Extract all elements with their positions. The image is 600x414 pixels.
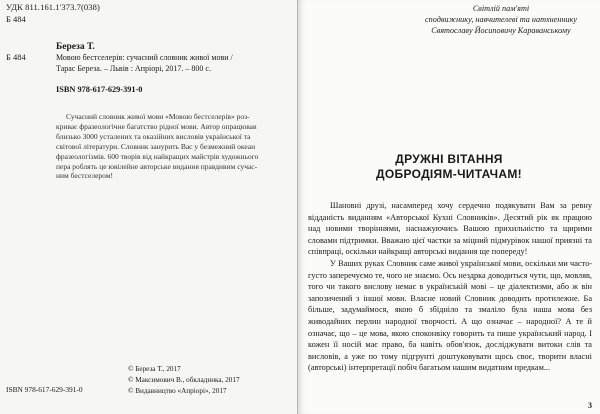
foreword-heading [298,152,600,182]
copyright-line: © Береза Т., 2017 [128,365,181,373]
biblio-line: Мовою бестселерів: сучасний словник живої мови / [56,53,233,62]
abstract-line: фразеологізмів. 600 творів від найкращих майстрів художнього [56,151,259,161]
dedication-line: Світлій пам'яті [472,4,530,13]
abstract-line: близько 3000 усталених та оказійних висловів української та [56,131,251,141]
dedication [416,4,586,36]
foreword-body [308,200,592,374]
abstract-line: криває фразеологічне багатство рідної мови. Автор опрацював [56,121,257,131]
book-abstract [56,112,294,181]
abstract-line: ним бестселером! [56,171,114,181]
foreword-paragraph: У Ваших руках Словник саме живої української мови, оскільки ми часто-густо заперечуємо те, чого не знаємо. Ось нездрка доводиться чути, що, мовляв, того чи такого вислову немає в українській мові – це діалектизми, або ж він запозичений з іншої мови. Власне новий Словник доводить протилежне. Ба більше, задумаймося, якою б збідніло та змаліло була наша мова без живодайних перлин народної творчості. А що означає – народної? А те й означає, що – це мова, якою споконвіку говорить та пише український народ. І кожен її носій має право, ба навіть обов'язок, досліджувати витоки слів та висловів, а уже по тому підгрунті доштуковувати щось своє, творити власні (авторські) інтерпретації побіч багатьом нашим видатним предкам... [308,258,592,373]
foreword-paragraph: Шановні друзі, насамперед хочу сердечно подякувати Вам за ревну відданість виданням «Авторської Кухні Словників». Десятий рік як працюю над новими творіннями, наснажуючись Вашою прихильністю та щирими словами підтримки. Вважаю цієї частки за міцний підмурівок нашої приязні та співпраці, оскільки найкращі авторські видання ще попереду! [308,201,592,257]
copyright-block [128,364,296,397]
isbn-bottom: ISBN 978-617-629-391-0 [6,385,83,394]
page-number: 3 [588,401,592,410]
abstract-line: світової літератури. Словник занурить Вас у безмежний океан [56,141,256,151]
dedication-line: сподвижнику, навчителеві та натхненнику [425,14,577,24]
copyright-line: © Максимович В., обкладинка, 2017 [128,376,240,384]
udk-code: УДК 811.161.1'373.7(038) [6,2,100,12]
right-page-foreword [298,0,600,414]
bbk-code: Б 484 [6,14,26,24]
heading-line: ДОБРОДІЯМ-ЧИТАЧАМ! [376,167,522,181]
abstract-line: пера роблять це ювілейне авторське видання правдивим сучас- [56,161,258,171]
bibliographic-description [56,53,292,74]
biblio-line: Тарас Береза. – Львів : Апріорі, 2017. – 800 с. [56,63,211,73]
author-name: Береза Т. [56,42,95,52]
dedication-line: Святославу Йосиповичу Караванському [431,25,571,35]
isbn-top: ISBN 978-617-629-391-0 [56,85,143,94]
copyright-line: © Видавництво «Апріорі», 2017 [128,387,227,395]
left-page-imprint [0,0,298,414]
abstract-line: Сучасний словник живої мови «Мовою бестселерів» роз- [66,112,250,121]
heading-line: ДРУЖНІ ВІТАННЯ [395,152,503,166]
author-sign-code: Б 484 [6,52,26,62]
